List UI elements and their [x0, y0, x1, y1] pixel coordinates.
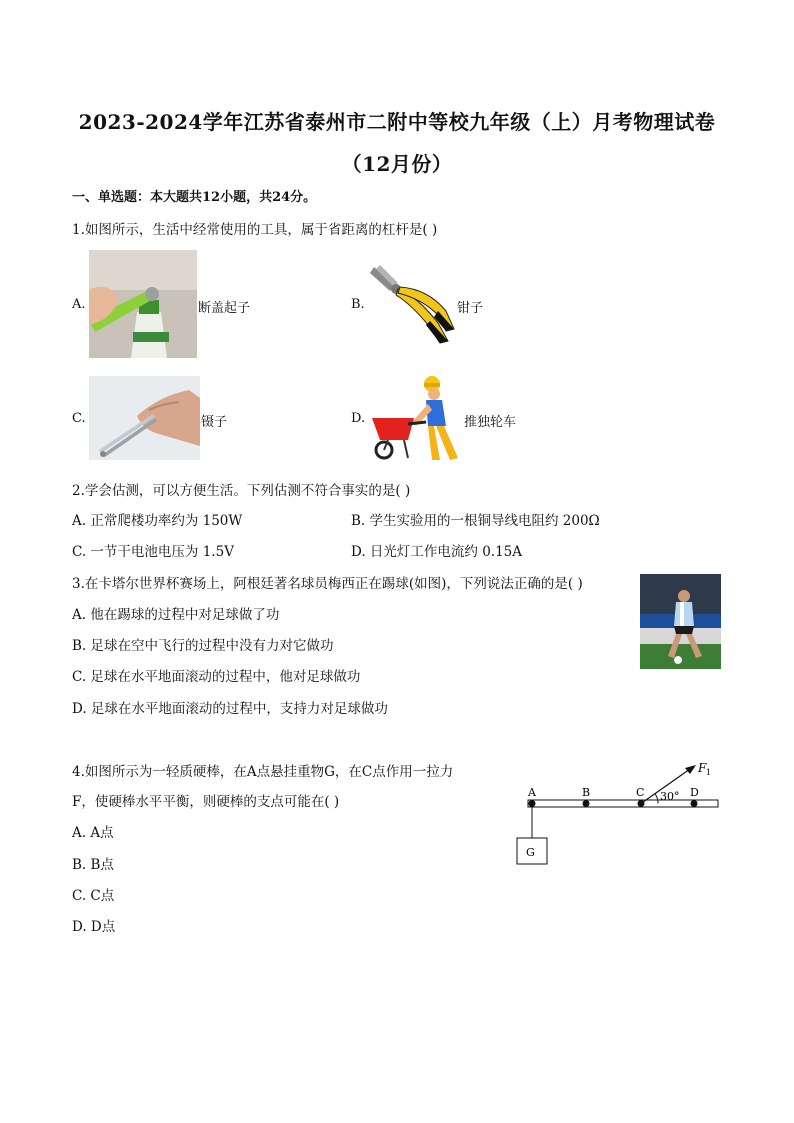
- q2-option-d: D. 日光灯工作电流约 0.15A: [351, 544, 523, 560]
- q4-option-c: C. C点: [72, 888, 115, 904]
- wheelbarrow-illustration-icon: [368, 374, 464, 466]
- pliers-illustration-icon: [368, 263, 456, 345]
- q4-option-b: B. B点: [72, 857, 114, 873]
- angle-label: 30°: [660, 790, 680, 803]
- q3-option-d: D. 足球在水平地面滚动的过程中，支持力对足球做功: [72, 701, 388, 717]
- lever-rod: [528, 800, 718, 807]
- bottle-opener-photo-icon: [89, 250, 197, 358]
- force-label: F: [698, 761, 707, 775]
- point-a-label: A: [528, 786, 536, 799]
- q2-option-c: C. 一节干电池电压为 1.5V: [72, 544, 234, 560]
- force-arrow-head: [685, 765, 696, 774]
- point-d-label: D: [690, 786, 699, 799]
- point-c-label: C: [636, 786, 645, 799]
- weight-label: G: [526, 846, 535, 859]
- q2-stem: 2.学会估测，可以方便生活。下列估测不符合事实的是( ): [72, 483, 411, 499]
- q1-option-c-text: 镊子: [201, 415, 228, 430]
- q3-option-b: B. 足球在空中飞行的过程中没有力对它做功: [72, 638, 334, 654]
- soccer-player-photo-icon: [640, 574, 721, 669]
- q1-option-a-text: 断盖起子: [198, 301, 251, 316]
- force-subscript: 1: [706, 768, 712, 777]
- exam-title-line1: 2023-2024学年江苏省泰州市二附中等校九年级（上）月考物理试卷: [78, 110, 716, 134]
- q4-stem-line2: F，使硬棒水平平衡，则硬棒的支点可能在( ): [72, 794, 340, 810]
- q2-option-a: A. 正常爬楼功率约为 150W: [72, 513, 243, 529]
- q2-option-b: B. 学生实验用的一根铜导线电阻约 200Ω: [351, 513, 600, 529]
- q1-option-a-letter: A.: [72, 297, 86, 312]
- q3-stem: 3.在卡塔尔世界杯赛场上，阿根廷著名球员梅西正在踢球(如图)，下列说法正确的是( ): [72, 576, 583, 592]
- q4-option-a: A. A点: [72, 825, 114, 841]
- q1-option-b-text: 钳子: [457, 301, 484, 316]
- q4-option-d: D. D点: [72, 919, 116, 935]
- point-b-dot: [583, 800, 590, 807]
- q1-option-c-letter: C.: [72, 411, 86, 426]
- exam-title-line2: （12月份）: [341, 152, 453, 176]
- q3-option-c: C. 足球在水平地面滚动的过程中，他对足球做功: [72, 669, 361, 685]
- point-a-dot: [529, 800, 536, 807]
- point-d-dot: [691, 800, 698, 807]
- section-heading: 一、单选题：本大题共12小题，共24分。: [72, 190, 317, 205]
- q1-option-d-letter: D.: [351, 411, 366, 426]
- tweezers-photo-icon: [89, 376, 200, 460]
- q1-option-b-letter: B.: [351, 297, 365, 312]
- point-b-label: B: [582, 786, 591, 799]
- q1-stem: 1.如图所示，生活中经常使用的工具，属于省距离的杠杆是( ): [72, 222, 438, 238]
- q3-option-a: A. 他在踢球的过程中对足球做了功: [72, 607, 280, 623]
- lever-diagram: [500, 755, 730, 870]
- q1-option-d-text: 推独轮车: [464, 415, 517, 430]
- q4-stem-line1: 4.如图所示为一轻质硬棒，在A点悬挂重物G，在C点作用一拉力: [72, 764, 454, 780]
